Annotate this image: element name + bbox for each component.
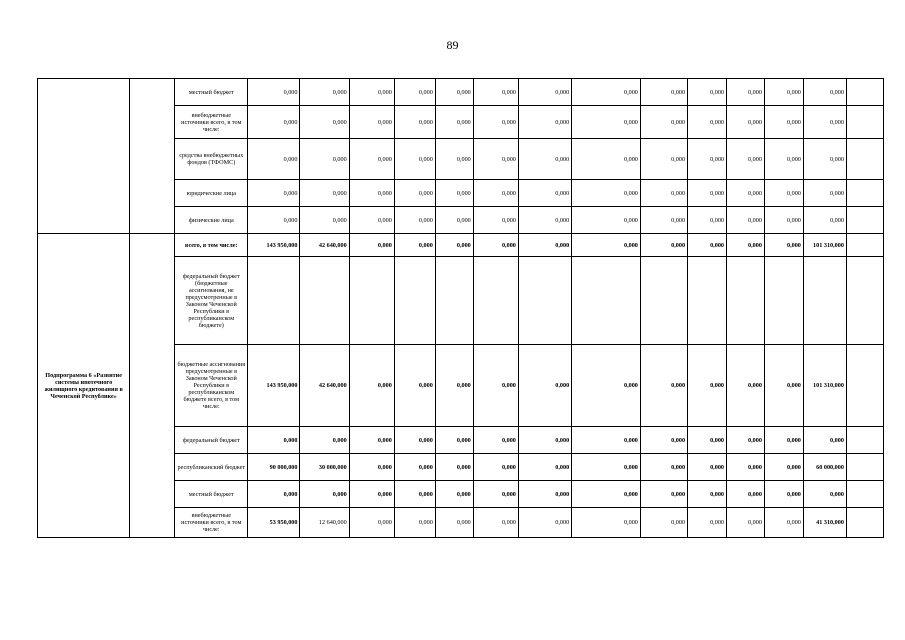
value-cell: 0,000 xyxy=(394,454,435,481)
funding-source-cell: физические лица xyxy=(175,207,248,234)
page-number: 89 xyxy=(446,38,459,52)
value-cell: 0,000 xyxy=(803,427,846,454)
value-cell: 0,000 xyxy=(803,79,846,106)
value-cell: 0,000 xyxy=(688,454,727,481)
value-cell: 30 000,000 xyxy=(300,454,349,481)
value-cell: 0,000 xyxy=(349,180,394,207)
value-cell: 0,000 xyxy=(435,180,473,207)
value-cell: 0,000 xyxy=(394,481,435,508)
value-cell: 0,000 xyxy=(394,427,435,454)
value-cell: 0,000 xyxy=(688,427,727,454)
funding-source-cell: бюджетные ассигнования предусмотренные в Законом Чеченской Республики в республиканском бюджете всего, в том числе: xyxy=(175,345,248,427)
value-cell: 0,000 xyxy=(435,106,473,139)
value-cell: 12 640,000 xyxy=(300,508,349,538)
value-cell: 0,000 xyxy=(688,481,727,508)
value-cell: 0,000 xyxy=(764,79,803,106)
table-row xyxy=(38,79,884,106)
value-cell: 0,000 xyxy=(394,79,435,106)
value-cell: 0,000 xyxy=(727,345,765,427)
value-cell xyxy=(688,257,727,345)
value-cell: 0,000 xyxy=(435,79,473,106)
value-cell xyxy=(473,257,518,345)
value-cell: 0,000 xyxy=(572,508,641,538)
value-cell: 0,000 xyxy=(248,106,300,139)
value-cell: 0,000 xyxy=(473,481,518,508)
value-cell: 0,000 xyxy=(572,79,641,106)
value-cell: 0,000 xyxy=(349,79,394,106)
value-cell: 101 310,000 xyxy=(803,345,846,427)
value-cell: 0,000 xyxy=(435,427,473,454)
note-cell xyxy=(846,106,883,139)
value-cell: 0,000 xyxy=(349,234,394,257)
value-cell: 0,000 xyxy=(727,427,765,454)
value-cell: 0,000 xyxy=(688,106,727,139)
value-cell: 0,000 xyxy=(727,139,765,180)
note-cell xyxy=(846,345,883,427)
value-cell: 53 950,000 xyxy=(248,508,300,538)
value-cell: 0,000 xyxy=(688,207,727,234)
funding-source-cell: всего, в том числе: xyxy=(175,234,248,257)
program-name-cell xyxy=(38,79,130,234)
value-cell: 0,000 xyxy=(688,234,727,257)
value-cell: 0,000 xyxy=(435,234,473,257)
value-cell: 0,000 xyxy=(764,481,803,508)
value-cell: 0,000 xyxy=(435,207,473,234)
value-cell xyxy=(572,257,641,345)
value-cell: 0,000 xyxy=(518,345,571,427)
value-cell: 0,000 xyxy=(248,207,300,234)
value-cell xyxy=(764,257,803,345)
value-cell: 0,000 xyxy=(435,345,473,427)
note-cell xyxy=(846,79,883,106)
value-cell: 0,000 xyxy=(764,345,803,427)
value-cell: 0,000 xyxy=(764,207,803,234)
value-cell: 0,000 xyxy=(688,139,727,180)
funding-source-cell: средства внебюджетных фондов (ТФОМС) xyxy=(175,139,248,180)
value-cell: 0,000 xyxy=(248,79,300,106)
value-cell: 0,000 xyxy=(394,106,435,139)
value-cell: 0,000 xyxy=(803,106,846,139)
value-cell: 0,000 xyxy=(727,481,765,508)
value-cell: 0,000 xyxy=(640,481,687,508)
funding-source-cell: внебюджетные источники всего, в том числе: xyxy=(175,106,248,139)
value-cell: 0,000 xyxy=(300,79,349,106)
table-row xyxy=(38,234,884,257)
note-cell xyxy=(846,454,883,481)
value-cell: 0,000 xyxy=(640,180,687,207)
value-cell: 0,000 xyxy=(349,427,394,454)
funding-source-cell: федеральный бюджет (бюджетные ассигнования, не предусмотренные в Законом Чеченской Республики в республиканском бюджете) xyxy=(175,257,248,345)
value-cell: 0,000 xyxy=(349,481,394,508)
value-cell: 0,000 xyxy=(803,207,846,234)
value-cell: 0,000 xyxy=(572,234,641,257)
value-cell: 0,000 xyxy=(518,180,571,207)
value-cell: 0,000 xyxy=(727,79,765,106)
value-cell: 0,000 xyxy=(764,454,803,481)
value-cell: 0,000 xyxy=(764,180,803,207)
value-cell: 42 640,000 xyxy=(300,345,349,427)
value-cell: 0,000 xyxy=(640,139,687,180)
value-cell: 0,000 xyxy=(473,454,518,481)
value-cell: 0,000 xyxy=(349,508,394,538)
value-cell: 0,000 xyxy=(572,139,641,180)
value-cell: 0,000 xyxy=(727,180,765,207)
value-cell: 0,000 xyxy=(394,508,435,538)
value-cell: 0,000 xyxy=(473,207,518,234)
value-cell: 0,000 xyxy=(435,454,473,481)
value-cell: 0,000 xyxy=(248,139,300,180)
note-cell xyxy=(846,234,883,257)
value-cell: 0,000 xyxy=(640,454,687,481)
value-cell: 0,000 xyxy=(727,454,765,481)
value-cell: 0,000 xyxy=(640,345,687,427)
value-cell xyxy=(349,257,394,345)
value-cell: 0,000 xyxy=(518,139,571,180)
value-cell: 0,000 xyxy=(349,207,394,234)
value-cell: 0,000 xyxy=(473,106,518,139)
value-cell xyxy=(803,257,846,345)
value-cell: 0,000 xyxy=(473,427,518,454)
value-cell: 0,000 xyxy=(764,106,803,139)
value-cell: 0,000 xyxy=(572,454,641,481)
value-cell: 0,000 xyxy=(518,454,571,481)
value-cell: 0,000 xyxy=(518,427,571,454)
upper-block xyxy=(38,79,884,234)
value-cell: 0,000 xyxy=(473,234,518,257)
value-cell: 0,000 xyxy=(764,234,803,257)
value-cell: 0,000 xyxy=(300,481,349,508)
value-cell xyxy=(300,257,349,345)
value-cell: 0,000 xyxy=(727,508,765,538)
value-cell: 0,000 xyxy=(764,139,803,180)
value-cell: 0,000 xyxy=(803,139,846,180)
funding-source-cell: местный бюджет xyxy=(175,481,248,508)
value-cell xyxy=(435,257,473,345)
value-cell: 0,000 xyxy=(394,234,435,257)
funding-source-cell: республиканский бюджет xyxy=(175,454,248,481)
note-cell xyxy=(846,508,883,538)
value-cell: 0,000 xyxy=(349,345,394,427)
budget-table xyxy=(37,78,884,538)
value-cell: 0,000 xyxy=(394,139,435,180)
value-cell: 0,000 xyxy=(300,180,349,207)
value-cell: 0,000 xyxy=(435,481,473,508)
value-cell: 0,000 xyxy=(248,180,300,207)
value-cell: 0,000 xyxy=(435,139,473,180)
note-cell xyxy=(846,180,883,207)
value-cell: 0,000 xyxy=(394,207,435,234)
note-cell xyxy=(846,257,883,345)
value-cell: 0,000 xyxy=(572,180,641,207)
value-cell: 0,000 xyxy=(300,106,349,139)
value-cell xyxy=(518,257,571,345)
value-cell: 0,000 xyxy=(640,207,687,234)
funding-source-cell: внебюджетные источники всего, в том числе: xyxy=(175,508,248,538)
funding-source-cell: федеральный бюджет xyxy=(175,427,248,454)
value-cell: 60 000,000 xyxy=(803,454,846,481)
funding-source-cell: местный бюджет xyxy=(175,79,248,106)
value-cell: 0,000 xyxy=(349,106,394,139)
value-cell: 0,000 xyxy=(300,139,349,180)
executor-cell xyxy=(130,79,175,234)
value-cell: 90 000,000 xyxy=(248,454,300,481)
value-cell: 0,000 xyxy=(640,508,687,538)
value-cell: 0,000 xyxy=(572,345,641,427)
value-cell: 0,000 xyxy=(572,427,641,454)
value-cell: 0,000 xyxy=(518,481,571,508)
value-cell: 0,000 xyxy=(727,106,765,139)
value-cell: 0,000 xyxy=(688,345,727,427)
note-cell xyxy=(846,207,883,234)
value-cell: 0,000 xyxy=(394,345,435,427)
value-cell: 0,000 xyxy=(640,106,687,139)
value-cell: 0,000 xyxy=(300,207,349,234)
value-cell: 0,000 xyxy=(764,427,803,454)
value-cell: 0,000 xyxy=(435,508,473,538)
value-cell: 0,000 xyxy=(349,139,394,180)
value-cell: 0,000 xyxy=(473,180,518,207)
value-cell: 0,000 xyxy=(640,234,687,257)
executor-cell xyxy=(130,234,175,538)
value-cell: 0,000 xyxy=(300,427,349,454)
value-cell: 42 640,000 xyxy=(300,234,349,257)
value-cell: 0,000 xyxy=(394,180,435,207)
value-cell: 0,000 xyxy=(688,79,727,106)
funding-source-cell: юридические лица xyxy=(175,180,248,207)
value-cell: 0,000 xyxy=(518,508,571,538)
value-cell xyxy=(640,257,687,345)
value-cell: 0,000 xyxy=(473,139,518,180)
note-cell xyxy=(846,139,883,180)
value-cell: 0,000 xyxy=(248,427,300,454)
value-cell: 41 310,000 xyxy=(803,508,846,538)
value-cell: 0,000 xyxy=(349,454,394,481)
value-cell: 0,000 xyxy=(572,106,641,139)
value-cell: 0,000 xyxy=(640,427,687,454)
value-cell: 0,000 xyxy=(518,79,571,106)
value-cell xyxy=(394,257,435,345)
value-cell: 0,000 xyxy=(572,207,641,234)
value-cell: 0,000 xyxy=(640,79,687,106)
value-cell: 0,000 xyxy=(727,234,765,257)
value-cell: 0,000 xyxy=(518,207,571,234)
value-cell: 0,000 xyxy=(518,106,571,139)
value-cell: 0,000 xyxy=(688,508,727,538)
subprogram-block xyxy=(38,234,884,538)
subprogram-name-cell: Подпрограмма 6 «Развитие системы ипотечного жилищного кредитования в Чеченской Республике» xyxy=(38,234,130,538)
value-cell: 0,000 xyxy=(248,481,300,508)
value-cell: 0,000 xyxy=(473,345,518,427)
value-cell: 0,000 xyxy=(764,508,803,538)
value-cell: 0,000 xyxy=(518,234,571,257)
value-cell: 0,000 xyxy=(473,79,518,106)
value-cell xyxy=(248,257,300,345)
value-cell xyxy=(727,257,765,345)
value-cell: 101 310,000 xyxy=(803,234,846,257)
value-cell: 0,000 xyxy=(473,508,518,538)
value-cell: 0,000 xyxy=(803,180,846,207)
value-cell: 0,000 xyxy=(572,481,641,508)
value-cell: 0,000 xyxy=(727,207,765,234)
value-cell: 0,000 xyxy=(803,481,846,508)
value-cell: 0,000 xyxy=(688,180,727,207)
note-cell xyxy=(846,481,883,508)
value-cell: 143 950,000 xyxy=(248,345,300,427)
value-cell: 143 950,000 xyxy=(248,234,300,257)
note-cell xyxy=(846,427,883,454)
